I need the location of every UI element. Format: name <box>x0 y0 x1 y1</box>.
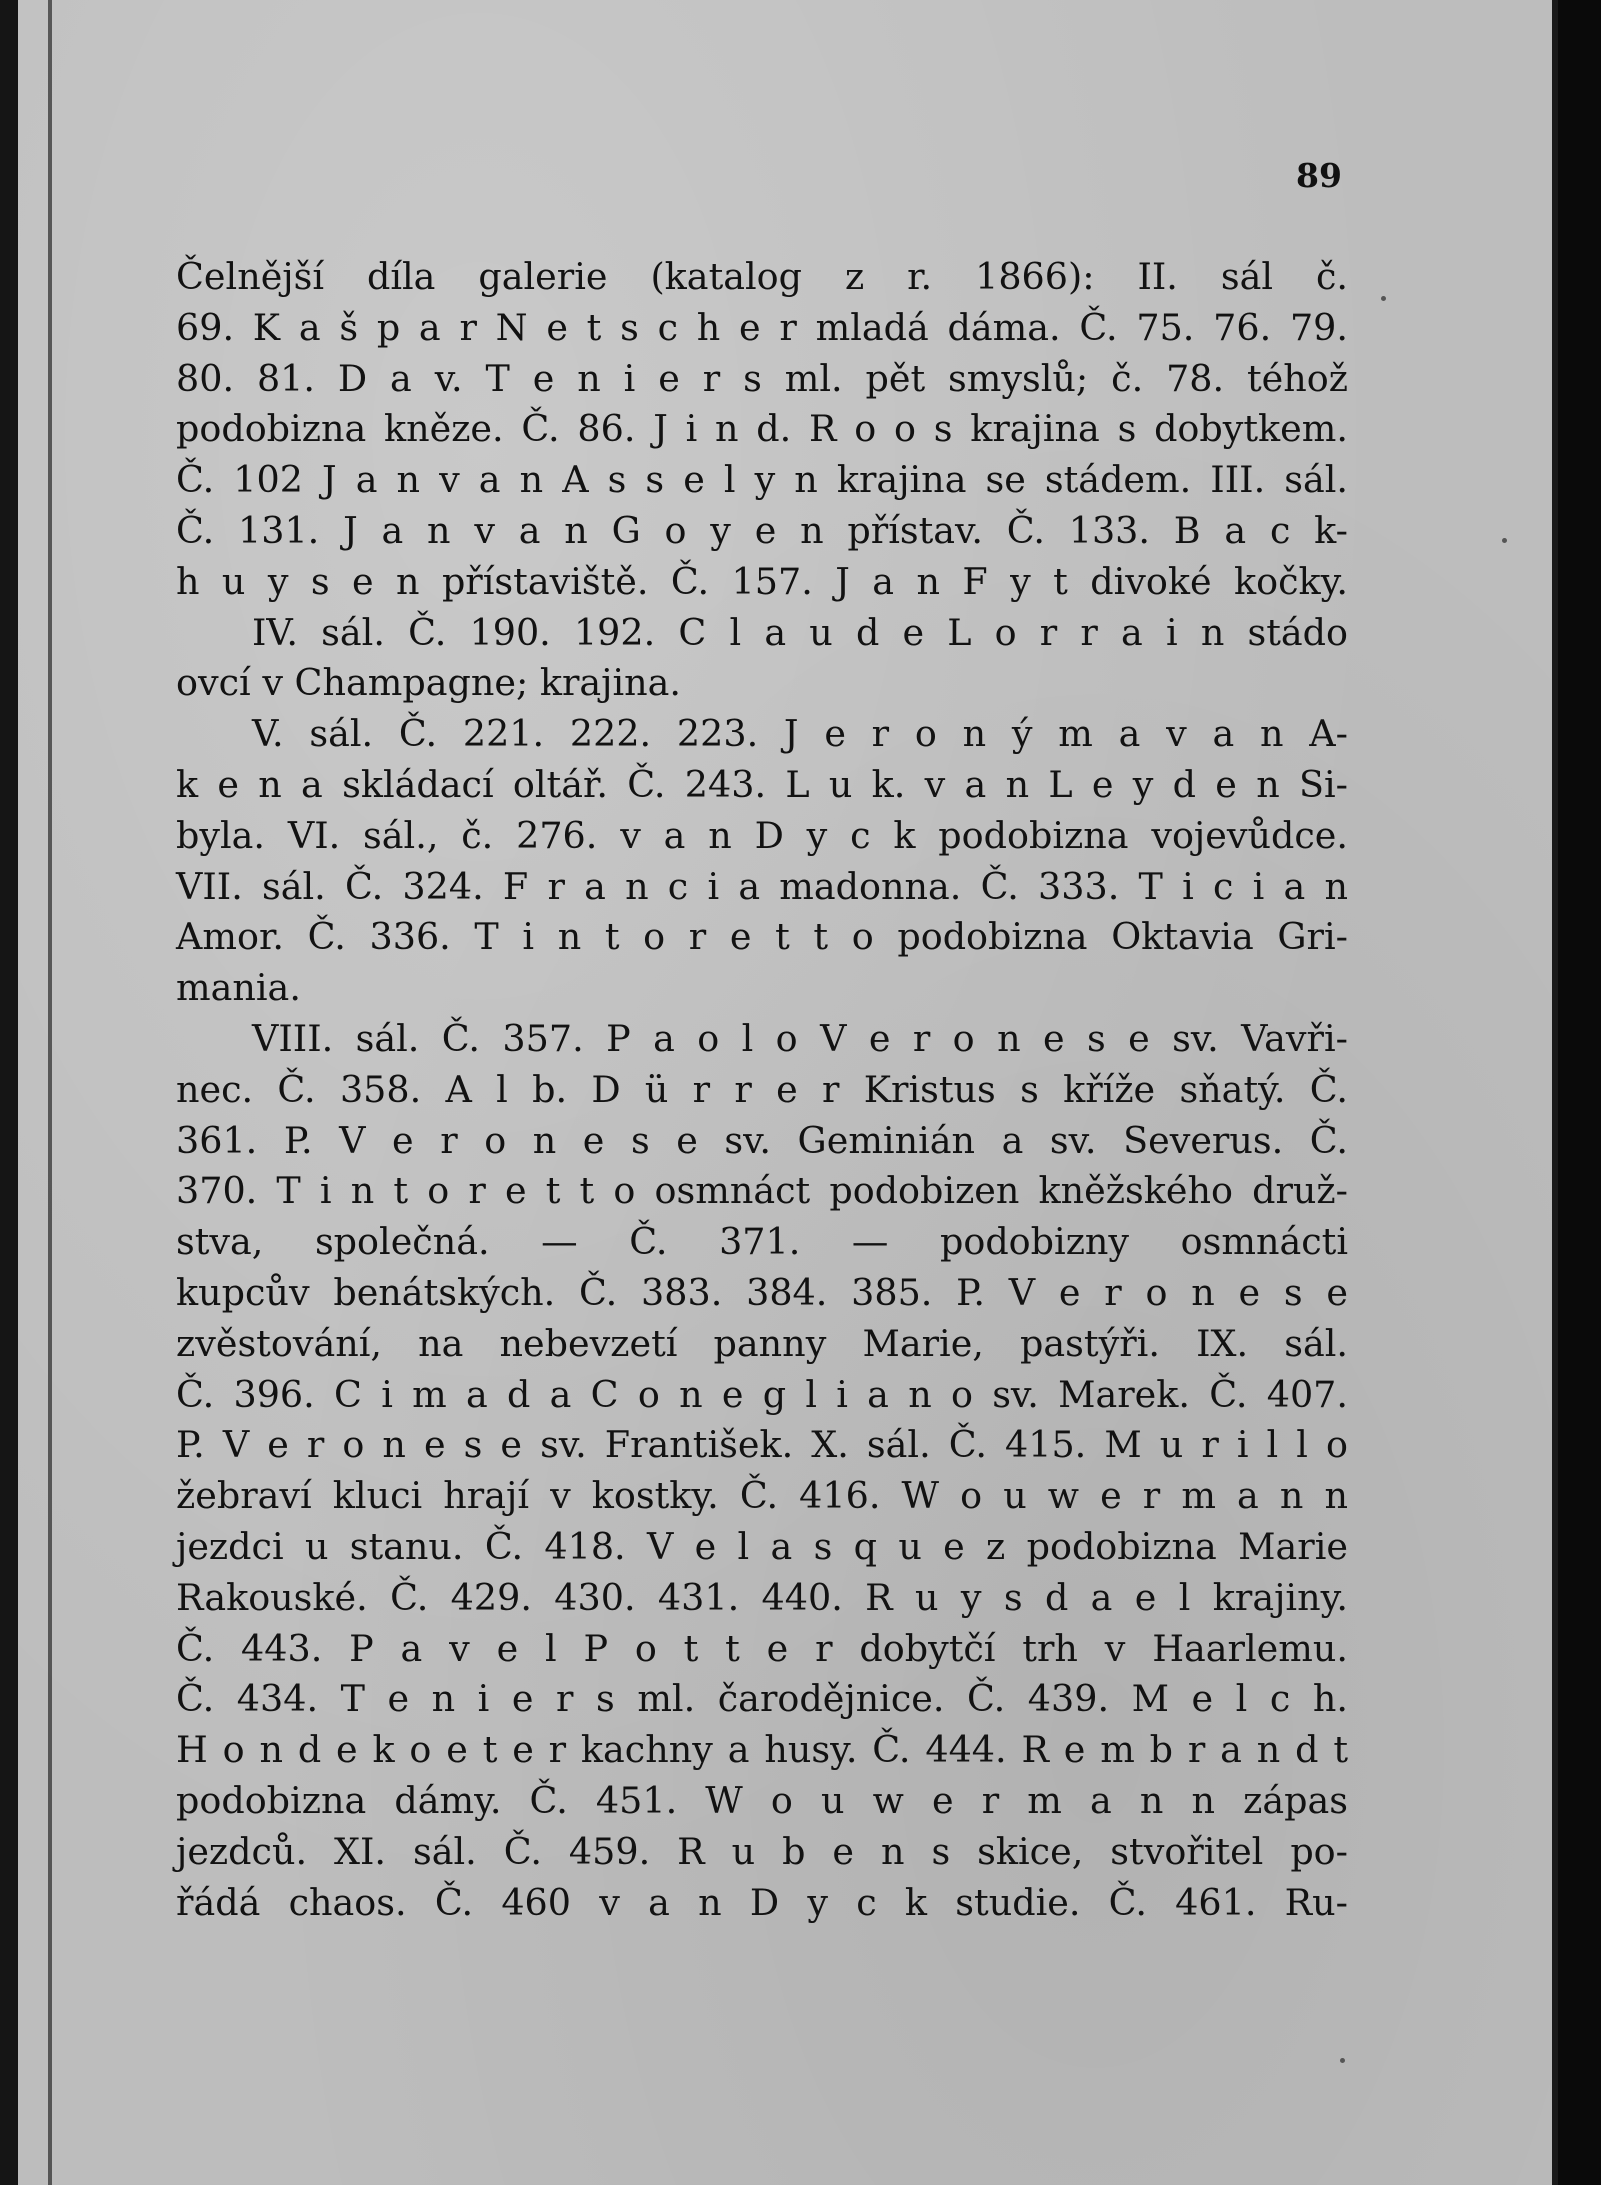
text-line: stva, společná. — Č. 371. — podobizny osmnácti <box>176 1220 1348 1264</box>
scan-speck <box>1340 2058 1345 2063</box>
text-line: jezdci u stanu. Č. 418. V e l a s q u e z podobizna Marie <box>176 1524 1348 1568</box>
text-line: Č. 434. T e n i e r s ml. čarodějnice. Č. 439. M e l c h. <box>176 1677 1348 1721</box>
text-line: IV. sál. Č. 190. 192. C l a u d e L o r r a i n stádo <box>252 610 1348 654</box>
text-line: 80. 81. D a v. T e n i e r s ml. pět smyslů; č. 78. téhož <box>176 356 1348 400</box>
text-line: zvěstování, na nebevzetí panny Marie, pastýři. IX. sál. <box>176 1321 1348 1365</box>
text-line: řádá chaos. Č. 460 v a n D y c k studie. Č. 461. Ru- <box>176 1880 1348 1924</box>
text-line: jezdců. XI. sál. Č. 459. R u b e n s skice, stvořitel po- <box>176 1829 1348 1873</box>
text-line: Čelnější díla galerie (katalog z r. 1866): II. sál č. <box>176 255 1348 298</box>
scan-right-border <box>1558 0 1601 2185</box>
text-line: žebraví kluci hrají v kostky. Č. 416. W o u w e r m a n n <box>176 1474 1348 1518</box>
text-line: byla. VI. sál., č. 276. v a n D y c k podobizna vojevůdce. <box>176 813 1348 857</box>
text-line: 69. K a š p a r N e t s c h e r mladá dáma. Č. 75. 76. 79. <box>176 305 1348 349</box>
scan-speck <box>1381 296 1386 301</box>
text-line: Č. 131. J a n v a n G o y e n přístav. Č. 133. B a c k- <box>176 508 1348 552</box>
text-line: P. V e r o n e s e sv. František. X. sál. Č. 415. M u r i l l o <box>176 1423 1348 1467</box>
text-line: Č. 396. C i m a d a C o n e g l i a n o sv. Marek. Č. 407. <box>176 1372 1348 1416</box>
text-line: mania. <box>176 966 301 1010</box>
text-line: podobizna kněze. Č. 86. J i n d. R o o s krajina s dobytkem. <box>176 407 1348 451</box>
scan-speck <box>1502 538 1507 543</box>
text-line: Amor. Č. 336. T i n t o r e t t o podobizna Oktavia Gri- <box>176 915 1348 959</box>
text-line: VII. sál. Č. 324. F r a n c i a madonna. Č. 333. T i c i a n <box>176 864 1348 908</box>
text-line: kupcův benátských. Č. 383. 384. 385. P. V e r o n e s e <box>176 1270 1348 1314</box>
text-line: 361. P. V e r o n e s e sv. Geminián a sv. Severus. Č. <box>176 1118 1348 1162</box>
page-fold-shadow <box>48 0 52 2185</box>
scan-left-border <box>0 0 18 2185</box>
text-line: V. sál. Č. 221. 222. 223. J e r o n ý m a v a n A- <box>252 712 1348 756</box>
text-line: 370. T i n t o r e t t o osmnáct podobizen kněžského druž- <box>176 1169 1348 1213</box>
page-number: 89 <box>1296 156 1342 195</box>
text-line: Č. 443. P a v e l P o t t e r dobytčí trh v Haarlemu. <box>176 1626 1348 1670</box>
text-line: Č. 102 J a n v a n A s s e l y n krajina se stádem. III. sál. <box>176 458 1348 502</box>
body-text <box>176 252 1348 1928</box>
text-line: VIII. sál. Č. 357. P a o l o V e r o n e s e sv. Vavři- <box>252 1016 1348 1060</box>
text-line: h u y s e n přístaviště. Č. 157. J a n F y t divoké kočky. <box>176 559 1348 603</box>
text-line: Rakouské. Č. 429. 430. 431. 440. R u y s d a e l krajiny. <box>176 1575 1348 1619</box>
text-line: k e n a skládací oltář. Č. 243. L u k. v a n L e y d e n Si- <box>176 762 1348 806</box>
text-line: ovcí v Champagne; krajina. <box>176 661 682 705</box>
text-line: nec. Č. 358. A l b. D ü r r e r Kristus s kříže sňatý. Č. <box>176 1067 1348 1111</box>
text-line: H o n d e k o e t e r kachny a husy. Č. 444. R e m b r a n d t <box>176 1728 1348 1772</box>
text-line: podobizna dámy. Č. 451. W o u w e r m a n n zápas <box>176 1778 1348 1822</box>
